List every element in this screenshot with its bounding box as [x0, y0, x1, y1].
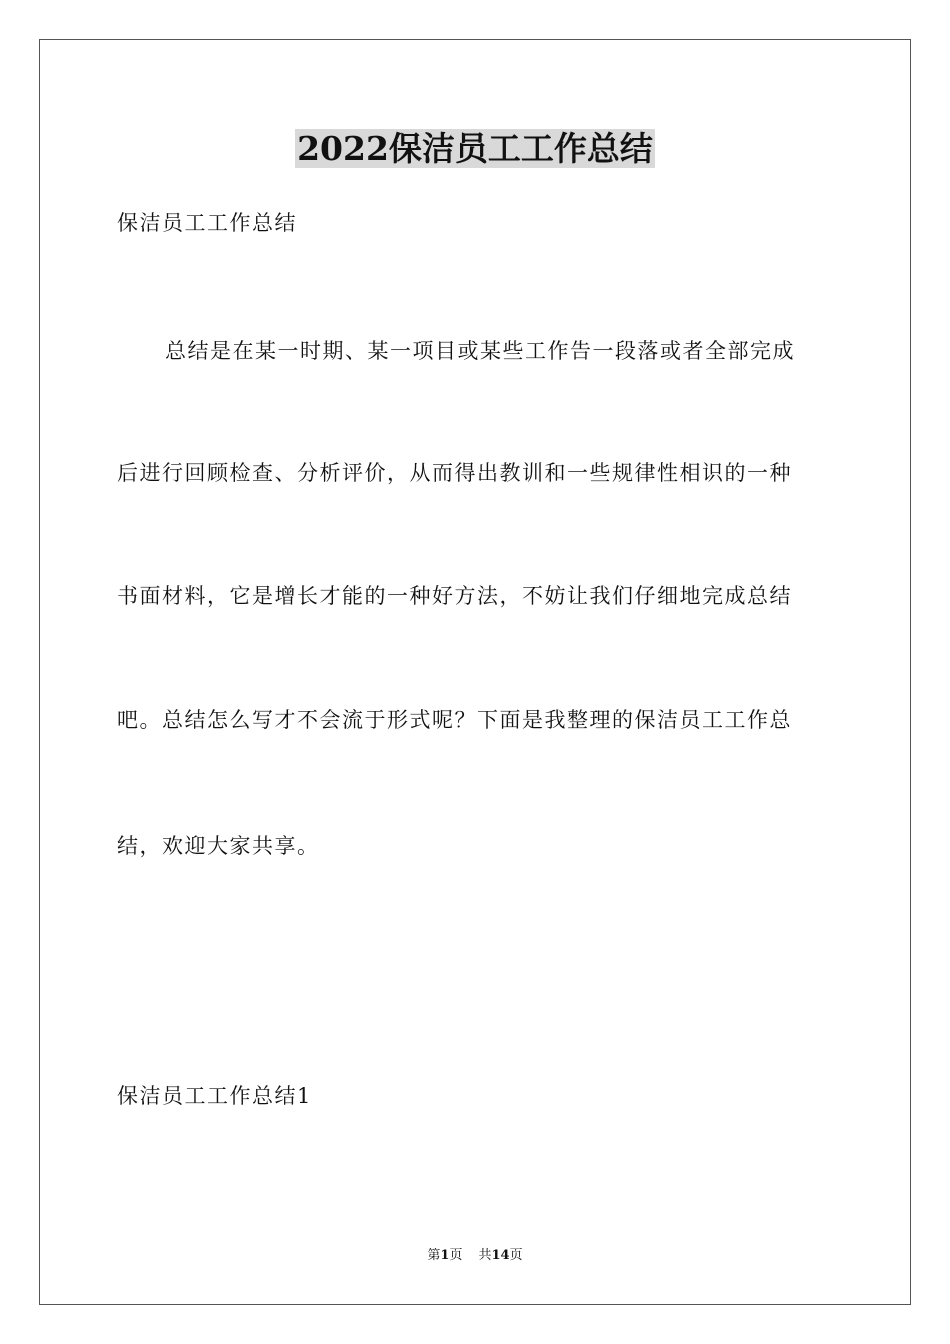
footer-total-suffix: 页 — [509, 1248, 523, 1263]
section-heading: 保洁员工工作总结1 — [117, 1084, 312, 1108]
intro-line-5: 结，欢迎大家共享。 — [117, 834, 320, 858]
intro-line-2: 后进行回顾检查、分析评价，从而得出教训和一些规律性相识的一种 — [117, 461, 792, 485]
footer-page-prefix: 第 — [427, 1248, 441, 1263]
footer-total-pages: 14 — [491, 1248, 510, 1263]
footer-total-prefix: 共 — [478, 1248, 492, 1263]
document-title-text: 2022保洁员工工作总结 — [297, 129, 653, 168]
intro-line-1: 总结是在某一时期、某一项目或某些工作告一段落或者全部完成 — [165, 339, 795, 363]
document-title — [0, 127, 950, 171]
footer-page-suffix: 页 — [449, 1248, 463, 1263]
page-footer — [0, 1247, 950, 1265]
document-subtitle: 保洁员工工作总结 — [117, 211, 297, 235]
footer-page-number: 1 — [440, 1248, 450, 1263]
intro-line-3: 书面材料，它是增长才能的一种好方法，不妨让我们仔细地完成总结 — [117, 584, 792, 608]
intro-line-4: 吧。总结怎么写才不会流于形式呢？下面是我整理的保洁员工工作总 — [117, 708, 792, 732]
